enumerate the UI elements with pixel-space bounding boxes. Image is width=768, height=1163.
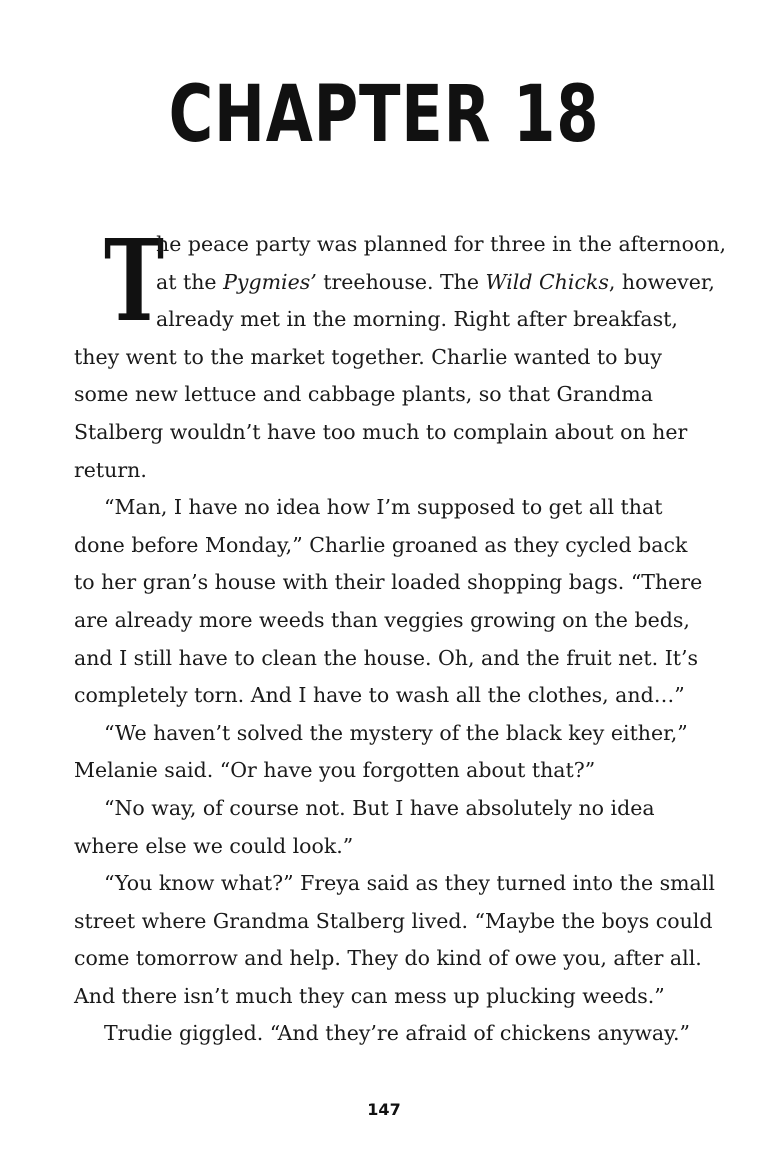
body-text (74, 216, 727, 1053)
text-run: “We haven’t solved the mystery of the black key either,” (104, 720, 688, 745)
text-run: Trudie giggled. “And they’re afraid of chickens anyway.” (104, 1021, 690, 1046)
text-line (74, 940, 700, 978)
text-run: to her gran’s house with their loaded shopping bags. “There (74, 570, 703, 595)
paragraph (74, 489, 703, 715)
chapter-title: CHAPTER 18 (168, 70, 600, 160)
text-line (74, 828, 700, 866)
text-line (74, 452, 700, 490)
text-line (74, 602, 700, 640)
text-line (74, 715, 700, 753)
text-run: where else we could look.” (74, 833, 354, 858)
text-run: some new lettuce and cabbage plants, so that Grandma (74, 382, 653, 407)
text-run: , however, (608, 269, 715, 294)
text-run: “You know what?” Freya said as they turned into the small (104, 871, 715, 896)
text-line (74, 226, 727, 264)
paragraph (74, 216, 727, 489)
italic-text-run: Wild Chicks (485, 269, 609, 294)
text-line (74, 677, 700, 715)
text-run: at the (156, 269, 224, 294)
text-line (74, 376, 700, 414)
drop-cap: T (104, 216, 165, 347)
text-line (74, 790, 700, 828)
text-run: they went to the market together. Charlie wanted to buy (74, 344, 662, 369)
text-run: “No way, of course not. But I have absolutely no idea (104, 795, 655, 820)
text-line (74, 865, 715, 903)
text-line (74, 640, 700, 678)
text-line (74, 564, 703, 602)
text-line (74, 489, 700, 527)
text-run: and I still have to clean the house. Oh, and the fruit net. It’s (74, 645, 699, 670)
text-line (74, 903, 713, 941)
text-run: completely torn. And I have to wash all the clothes, and…” (74, 683, 685, 708)
paragraph (74, 790, 700, 865)
text-run: Melanie said. “Or have you forgotten about that?” (74, 758, 596, 783)
text-line (74, 264, 715, 302)
paragraph (74, 715, 700, 790)
text-run: Stalberg wouldn’t have too much to complain about on her (74, 419, 688, 444)
text-line (74, 752, 700, 790)
page-number: 147 (367, 1100, 401, 1119)
text-run: “Man, I have no idea how I’m supposed to get all that (104, 495, 663, 520)
text-line (74, 301, 700, 339)
text-run: treehouse. The (316, 269, 486, 294)
text-line (74, 527, 700, 565)
paragraph (74, 1015, 700, 1053)
text-run: done before Monday,” Charlie groaned as they cycled back (74, 532, 688, 557)
text-run: And there isn’t much they can mess up plucking weeds.” (74, 983, 665, 1008)
text-line (74, 1015, 700, 1053)
text-line (74, 414, 700, 452)
text-run: are already more weeds than veggies growing on the beds, (74, 607, 690, 632)
text-run: street where Grandma Stalberg lived. “Maybe the boys could (74, 908, 713, 933)
text-run: he peace party was planned for three in the afternoon, (156, 232, 727, 256)
text-line (74, 339, 700, 377)
text-run: already met in the morning. Right after breakfast, (156, 307, 678, 332)
text-run: return. (74, 457, 147, 482)
text-line (74, 978, 700, 1016)
paragraph (74, 865, 715, 1015)
italic-text-run: Pygmies’ (223, 269, 317, 294)
text-run: come tomorrow and help. They do kind of owe you, after all. (74, 946, 702, 971)
